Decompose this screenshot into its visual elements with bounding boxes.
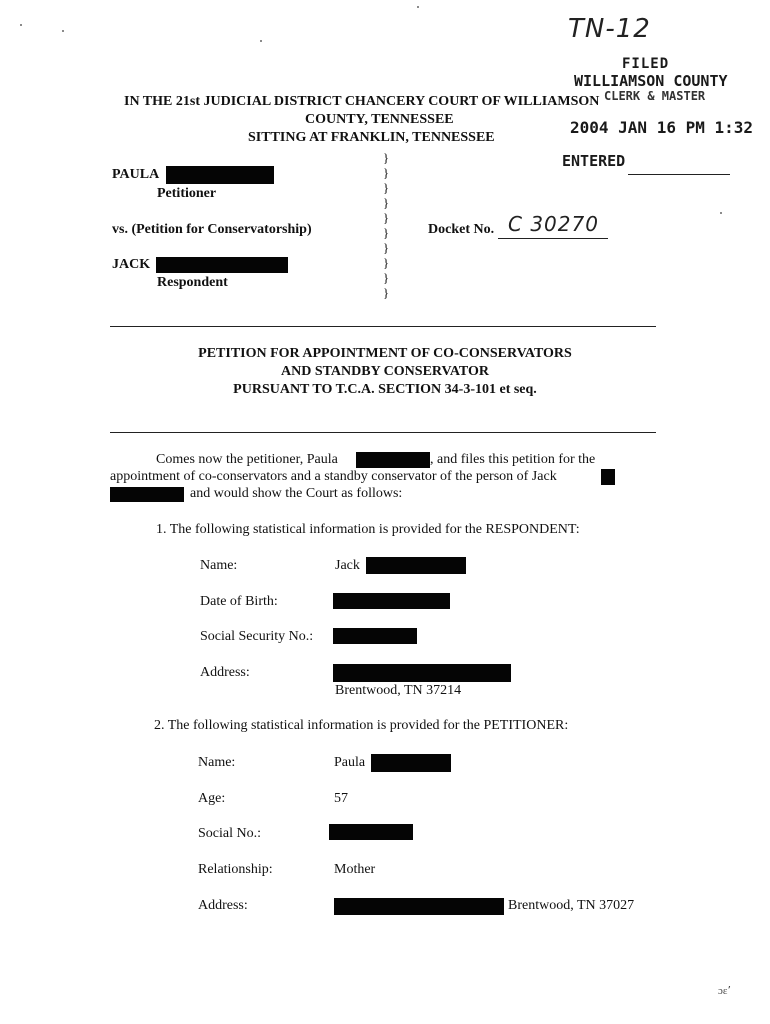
redaction-bar <box>110 487 184 502</box>
respondent-ssn-label: Social Security No.: <box>200 629 314 644</box>
redaction-bar <box>156 257 288 273</box>
redaction-bar <box>366 557 466 574</box>
stamp-date: 2004 JAN 16 PM 1:32 <box>570 118 754 137</box>
docket-underline <box>498 238 608 239</box>
scan-speck <box>417 6 419 8</box>
divider-line <box>110 326 656 327</box>
respondent-name: JACK <box>112 257 151 272</box>
section1-heading: 1. The following statistical information is provided for the RESPONDENT: <box>156 522 580 537</box>
stamp-entered: ENTERED <box>562 152 626 170</box>
petitioner-social-label: Social No.: <box>198 826 261 841</box>
petitioner-age-value: 57 <box>334 791 348 806</box>
redaction-bar <box>333 593 450 609</box>
petitioner-name-value: Paula <box>334 755 366 770</box>
page-corner-mark-icon: ɔɛ٬ <box>718 985 731 997</box>
stamp-clerk: CLERK & MASTER <box>604 89 706 103</box>
redaction-bar <box>329 824 413 840</box>
scan-speck <box>260 40 262 42</box>
intro-line2: appointment of co-conservators and a standby conservator of the person of Jack <box>110 469 557 484</box>
petition-title-line3: PURSUANT TO T.C.A. SECTION 34-3-101 et seq. <box>233 382 537 397</box>
respondent-address-label: Address: <box>200 665 250 680</box>
stamp-entered-line <box>628 174 730 175</box>
petition-title-line2: AND STANDBY CONSERVATOR <box>281 364 489 379</box>
redaction-bar <box>166 166 274 184</box>
scan-speck <box>62 30 64 32</box>
court-header-line3: SITTING AT FRANKLIN, TENNESSEE <box>248 130 495 145</box>
docket-label: Docket No. <box>428 222 495 237</box>
respondent-address-city: Brentwood, TN 37214 <box>335 683 462 698</box>
handwritten-doc-tag: TN-12 <box>568 14 651 44</box>
stamp-county: WILLIAMSON COUNTY <box>574 72 728 90</box>
scan-speck <box>720 212 722 214</box>
section2-heading: 2. The following statistical information is provided for the PETITIONER: <box>154 718 569 733</box>
petition-title-line1: PETITION FOR APPOINTMENT OF CO-CONSERVATORS <box>198 346 572 361</box>
petitioner-address-label: Address: <box>198 898 248 913</box>
respondent-dob-label: Date of Birth: <box>200 594 278 609</box>
petitioner-relationship-value: Mother <box>334 862 376 877</box>
redaction-bar <box>333 628 417 644</box>
redaction-bar <box>356 452 430 468</box>
redaction-bar <box>601 469 615 485</box>
redaction-bar <box>371 754 451 772</box>
scan-speck <box>20 24 22 26</box>
respondent-name-label: Name: <box>200 558 238 573</box>
intro-line3: and would show the Court as follows: <box>190 486 403 501</box>
caption-versus: vs. (Petition for Conservatorship) <box>112 222 312 237</box>
caption-brace-column: } } } } } } } } } } <box>382 150 390 300</box>
stamp-filed: FILED <box>622 56 670 72</box>
handwritten-docket-number: C 30270 <box>508 212 599 236</box>
intro-line1-start: Comes now the petitioner, Paula <box>156 452 338 467</box>
redaction-bar <box>334 898 504 915</box>
court-header-line1: IN THE 21st JUDICIAL DISTRICT CHANCERY COURT OF WILLIAMSON <box>124 94 600 109</box>
respondent-name-value: Jack <box>335 558 360 573</box>
court-header-line2: COUNTY, TENNESSEE <box>305 112 454 127</box>
respondent-role: Respondent <box>157 275 228 290</box>
petitioner-role: Petitioner <box>157 186 217 201</box>
petitioner-relationship-label: Relationship: <box>198 862 273 877</box>
petitioner-age-label: Age: <box>198 791 226 806</box>
petitioner-name-label: Name: <box>198 755 236 770</box>
petitioner-name: PAULA <box>112 167 160 182</box>
intro-line1-end: , and files this petition for the <box>430 452 596 467</box>
redaction-bar <box>333 664 511 682</box>
petitioner-address-city: Brentwood, TN 37027 <box>508 898 635 913</box>
divider-line <box>110 432 656 433</box>
